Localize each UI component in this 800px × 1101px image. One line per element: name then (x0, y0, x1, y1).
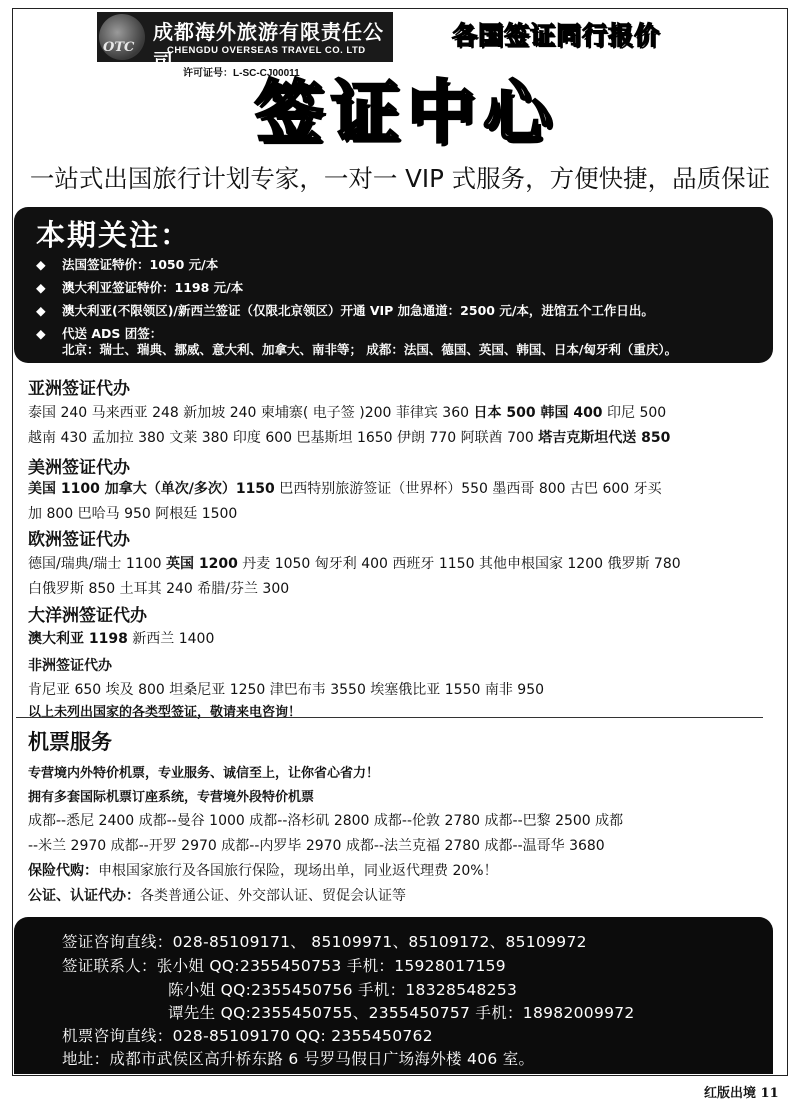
oceania-prices-line1: 澳大利亚 1198 新西兰 1400 (28, 631, 215, 647)
focus-panel (14, 207, 773, 363)
diamond-bullet-icon: ◆ (36, 326, 46, 341)
company-name-cn: 成都海外旅游有限责任公司 (153, 20, 384, 73)
europe-prices-line2: 白俄罗斯 850 土耳其 240 希腊/芬兰 300 (28, 581, 290, 597)
air-intro-line1: 专营境内外特价机票，专业服务、诚信至上，让你省心省力！ (28, 766, 380, 781)
list-item: ◆ 澳大利亚(不限领区)/新西兰签证（仅限北京领区）开通 VIP 加急通道：2500 元/本，进馆五个工作日出。 (36, 299, 654, 322)
asia-prices-line2: 越南 430 孟加拉 380 文莱 380 印度 600 巴基斯坦 1650 伊朗 770 阿联酋 700 塔吉克斯坦代送 850 (28, 430, 671, 446)
notary-line: 公证、认证代办：各类普通公证、外交部认证、贸促会认证等 (28, 888, 406, 904)
section-africa-title: 非洲签证代办 (28, 658, 112, 674)
focus-list (36, 253, 654, 345)
contact-panel (14, 917, 773, 1074)
visa-contact-3: 谭先生 QQ:2355450755、2355450757 手机：18982009972 (168, 1004, 635, 1022)
asia-prices-line1: 泰国 240 马来西亚 248 新加坡 240 柬埔寨( 电子签 )200 菲律宾 360 日本 500 韩国 400 印尼 500 (28, 405, 667, 421)
europe-prices-line1: 德国/瑞典/瑞士 1100 英国 1200 丹麦 1050 匈牙利 400 西班牙 1150 其他申根国家 1200 俄罗斯 780 (28, 556, 681, 572)
section-oceania-title: 大洋洲签证代办 (28, 606, 147, 626)
list-item: ◆ 澳大利亚签证特价：1198 元/本 (36, 276, 654, 299)
company-logo (97, 12, 393, 73)
page-footer: 红版出境 11 (704, 1086, 779, 1101)
diamond-bullet-icon: ◆ (36, 257, 46, 272)
diamond-bullet-icon: ◆ (36, 303, 46, 318)
focus-title: 本期关注： (36, 218, 192, 252)
air-routes-line1: 成都--悉尼 2400 成都--曼谷 1000 成都--洛杉矶 2800 成都--伦敦 2780 成都--巴黎 2500 成都 (28, 813, 624, 829)
license-number: 许可证号：L-SC-CJ00011 (183, 68, 300, 79)
air-routes-line2: --米兰 2970 成都--开罗 2970 成都--内罗毕 2970 成都--法兰克福 2780 成都--温哥华 3680 (28, 838, 605, 854)
section-america-title: 美洲签证代办 (28, 458, 130, 478)
insurance-line: 保险代购：申根国家旅行及各国旅行保险，现场出单，同业返代理费 20%！ (28, 863, 498, 879)
ads-regions: 北京：瑞士、瑞典、挪威、意大利、加拿大、南非等； 成都：法国、德国、英国、韩国、日本/匈牙利（重庆）。 (62, 342, 678, 357)
section-asia-title: 亚洲签证代办 (28, 379, 130, 399)
tagline: 一站式出国旅行计划专家，一对一 VIP 式服务，方便快捷，品质保证 (29, 164, 771, 193)
page-title: 签证中心 (255, 74, 560, 153)
diamond-bullet-icon: ◆ (36, 280, 46, 295)
section-europe-title: 欧洲签证代办 (28, 530, 130, 550)
section-air-title: 机票服务 (28, 730, 112, 754)
america-prices-line1: 美国 1100 加拿大（单次/多次）1150 巴西特别旅游签证（世界杯）550 墨西哥 800 古巴 600 牙买 (28, 481, 662, 497)
company-name-en: CHENGDU OVERSEAS TRAVEL CO. LTD (167, 45, 366, 56)
visa-hotline: 签证咨询直线：028-85109171、 85109971、85109172、85109972 (62, 933, 587, 951)
address: 地址：成都市武侯区高升桥东路 6 号罗马假日广场海外楼 406 室。 (62, 1050, 535, 1068)
logo-otc-text: OTC (103, 40, 135, 55)
air-hotline: 机票咨询直线：028-85109170 QQ: 2355450762 (62, 1027, 433, 1045)
africa-prices-line1: 肯尼亚 650 埃及 800 坦桑尼亚 1250 津巴布韦 3550 埃塞俄比亚 1550 南非 950 (28, 682, 545, 698)
air-intro-line2: 拥有多套国际机票订座系统，专营境外段特价机票 (28, 790, 315, 805)
list-item: ◆ 法国签证特价：1050 元/本 (36, 253, 654, 276)
visa-contact-1: 签证联系人：张小姐 QQ:2355450753 手机：15928017159 (62, 957, 506, 975)
header-tag: 各国签证同行报价 (452, 21, 661, 50)
visa-note: 以上未列出国家的各类型签证，敬请来电咨询！ (28, 705, 302, 720)
section-divider (16, 717, 763, 718)
list-item: ◆ 代送 ADS 团签： (36, 322, 654, 345)
visa-contact-2: 陈小姐 QQ:2355450756 手机：18328548253 (168, 981, 518, 999)
america-prices-line2: 加 800 巴哈马 950 阿根廷 1500 (28, 506, 238, 522)
